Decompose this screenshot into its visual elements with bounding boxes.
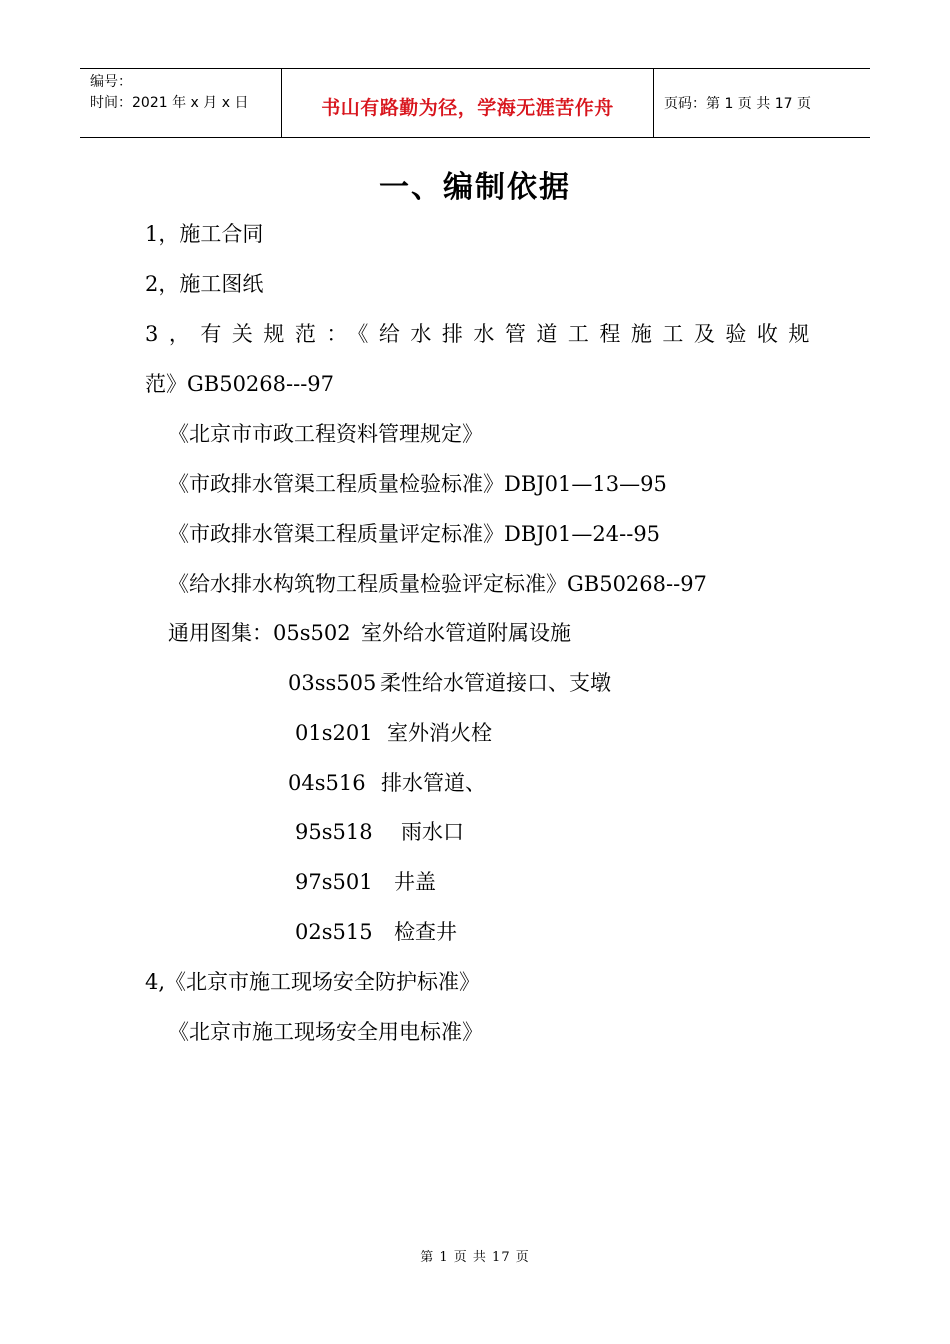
item-1: 1，施工合同	[145, 222, 264, 246]
atlas-name: 柔性给水管道接口、支墩	[380, 671, 611, 695]
atlas-row-2	[288, 668, 611, 698]
atlas-code: 05s502	[273, 621, 351, 645]
page-footer: 第 1 页 共 17 页	[420, 1250, 530, 1265]
header-left-cell	[80, 69, 282, 137]
item-4: 4,《北京市施工现场安全防护标准》	[145, 970, 481, 994]
atlas-name: 井盖	[394, 870, 436, 894]
atlas-label: 通用图集：	[168, 621, 273, 645]
header-table	[80, 68, 870, 138]
atlas-row-5	[295, 817, 464, 847]
number-label: 编号：	[90, 74, 132, 90]
atlas-code: 95s518	[295, 820, 373, 844]
reference-3: 《市政排水管渠工程质量评定标准》DBJ01—24--95	[168, 522, 661, 546]
item-4-reference: 《北京市施工现场安全用电标准》	[168, 1020, 483, 1044]
page-title: 一、编制依据	[379, 170, 571, 205]
atlas-name: 检查井	[394, 920, 457, 944]
atlas-code: 04s516	[288, 771, 366, 795]
motto: 书山有路勤为径，学海无涯苦作舟	[321, 96, 614, 119]
atlas-row-7	[295, 917, 457, 947]
atlas-row-6	[295, 867, 436, 897]
atlas-code: 03ss505	[288, 671, 377, 695]
reference-1: 《北京市市政工程资料管理规定》	[168, 422, 483, 446]
item-3-line-1: 3，有关规范：《给水排水管道工程施工及验收规	[145, 322, 820, 346]
atlas-name: 室外消火栓	[387, 721, 492, 745]
item-3-line-2: 范》GB50268---97	[145, 372, 335, 396]
reference-4: 《给水排水构筑物工程质量检验评定标准》GB50268--97	[168, 572, 707, 596]
atlas-name: 雨水口	[401, 820, 464, 844]
item-2: 2，施工图纸	[145, 272, 264, 296]
atlas-name: 排水管道、	[381, 771, 486, 795]
atlas-code: 01s201	[295, 721, 373, 745]
atlas-row-4	[288, 768, 486, 798]
header-right-cell	[654, 69, 870, 137]
atlas-row-1	[168, 618, 571, 648]
atlas-code: 02s515	[295, 920, 373, 944]
reference-2: 《市政排水管渠工程质量检验标准》DBJ01—13—95	[168, 472, 667, 496]
atlas-code: 97s501	[295, 870, 373, 894]
page-info: 页码：第 1 页 共 17 页	[664, 96, 811, 112]
time-label: 时间：2021 年 x 月 x 日	[90, 95, 249, 111]
atlas-row-3	[295, 718, 492, 748]
header-middle-cell	[282, 69, 654, 137]
atlas-name: 室外给水管道附属设施	[361, 621, 571, 645]
